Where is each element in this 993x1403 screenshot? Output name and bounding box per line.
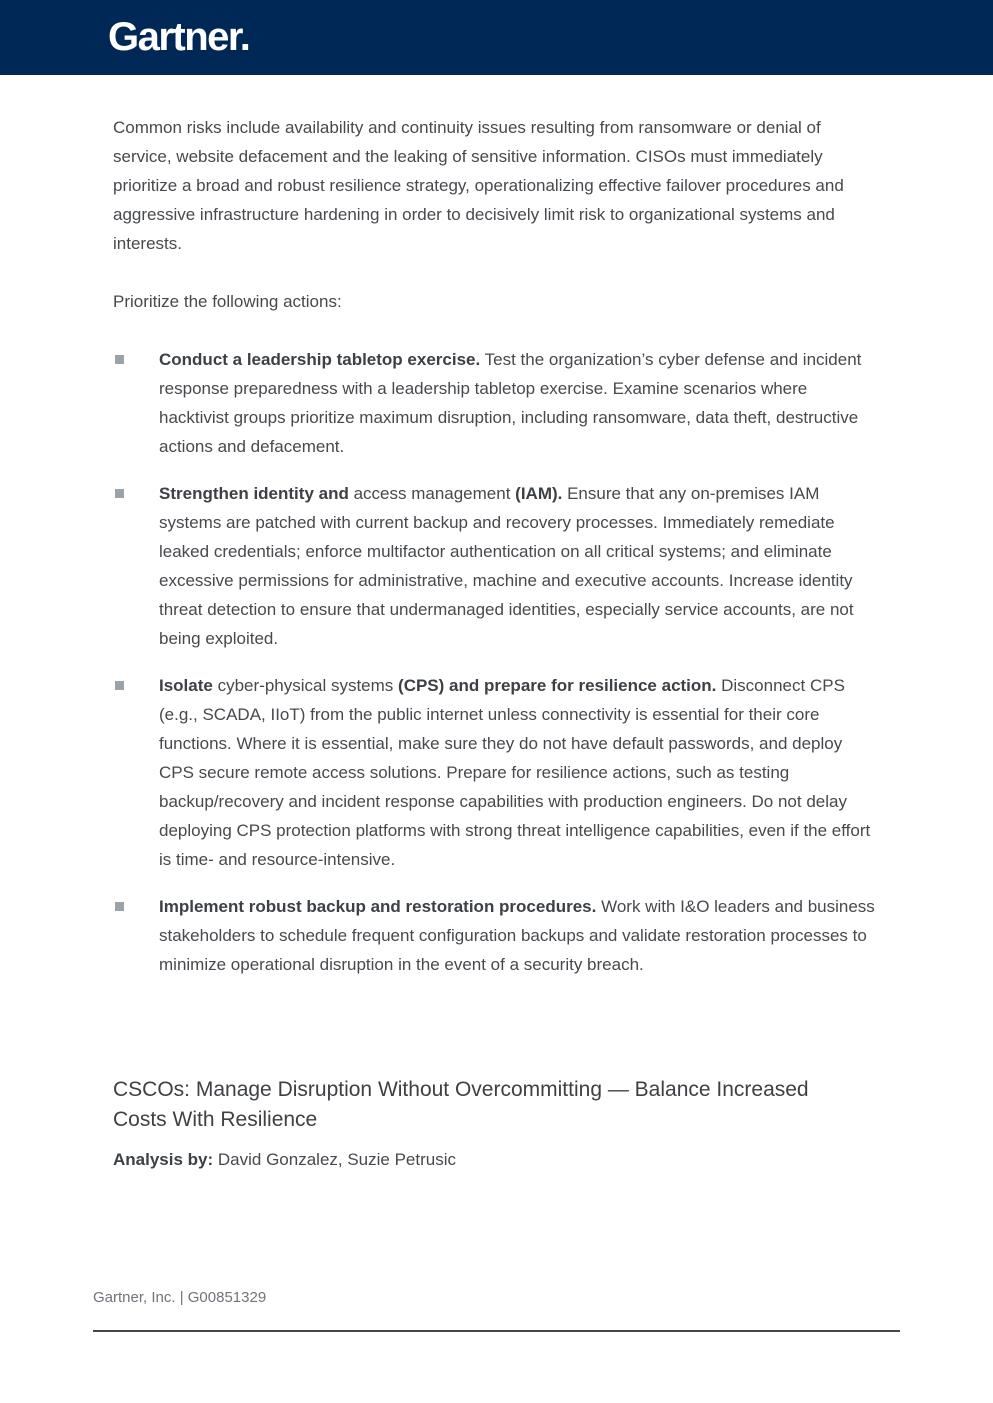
- bullet-square-icon: [115, 681, 124, 690]
- list-item: [113, 345, 881, 461]
- list-item: [113, 671, 881, 874]
- bullet-square-icon: [115, 489, 124, 498]
- footer-divider: [93, 1330, 900, 1332]
- section-heading: CSCOs: Manage Disruption Without Overcommitting — Balance Increased Costs With Resilience: [113, 1078, 809, 1131]
- list-item-text: Strengthen identity and access management (IAM). Ensure that any on-premises IAM systems are patched with current backup and recovery processes. Immediately remediate leaked credentials; enforce multifactor authentication on all critical systems; and eliminate excessive permissions for administrative, machine and executive accounts. Increase identity threat detection to ensure that undermanaged identities, especially service accounts, are not being exploited.: [159, 484, 854, 648]
- list-item: [113, 892, 881, 979]
- header-bar: [0, 0, 993, 75]
- list-item-text: Implement robust backup and restoration procedures. Work with I&O leaders and business stakeholders to schedule frequent configuration backups and validate restoration processes to minimize operational disruption in the event of a security breach.: [159, 897, 875, 974]
- document-body: [0, 75, 993, 1174]
- analysis-by-label: Analysis by:: [113, 1150, 214, 1169]
- bullet-square-icon: [115, 355, 124, 364]
- intro-paragraph: Common risks include availability and continuity issues resulting from ransomware or denial of service, website defacement and the leaking of sensitive information. CISOs must immediately prioritize a broad and robust resilience strategy, operationalizing effective failover procedures and aggressive infrastructure hardening in order to decisively limit risk to organizational systems and interests.: [113, 118, 844, 253]
- gartner-logo: Gartner.: [108, 15, 250, 59]
- list-item: [113, 479, 881, 653]
- footer-text: Gartner, Inc. | G00851329: [93, 1289, 267, 1306]
- bullet-square-icon: [115, 902, 124, 911]
- list-item-text: Isolate cyber-physical systems (CPS) and prepare for resilience action. Disconnect CPS (e.g., SCADA, IIoT) from the public internet unless connectivity is essential for their core functions. Where it is essential, make sure they do not have default passwords, and deploy CPS secure remote access solutions. Prepare for resilience actions, such as testing backup/recovery and incident response capabilities with production engineers. Do not delay deploying CPS protection platforms with strong threat intelligence capabilities, even if the effort is time- and resource-intensive.: [159, 676, 871, 869]
- analysis-by-names: David Gonzalez, Suzie Petrusic: [217, 1150, 456, 1169]
- actions-intro: Prioritize the following actions:: [113, 292, 342, 311]
- list-item-text: Conduct a leadership tabletop exercise. Test the organization’s cyber defense and incident response preparedness with a leadership tabletop exercise. Examine scenarios where hacktivist groups prioritize maximum disruption, including ransomware, data theft, destructive actions and defacement.: [159, 350, 862, 456]
- analysis-by-line: [113, 1145, 881, 1174]
- action-list: [113, 345, 881, 979]
